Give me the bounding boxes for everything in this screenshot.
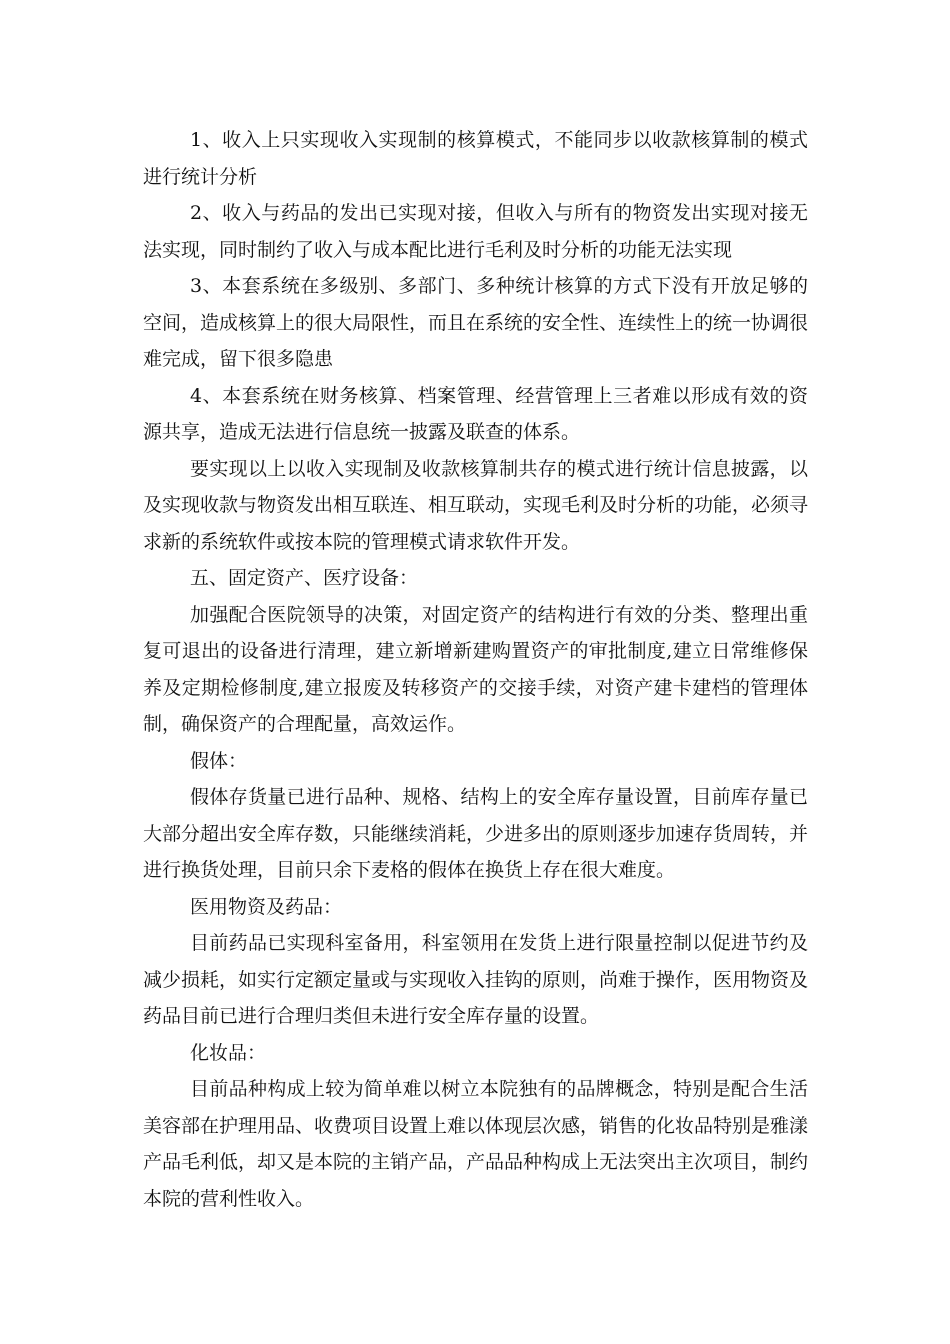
paragraph-system-limit-2: 2、收入与药品的发出已实现对接，但收入与所有的物资发出实现对接无法实现，同时制约了收入与成本配比进行毛利及时分析的功能无法实现 [143,202,808,261]
paragraph-cosmetics: 目前品种构成上较为简单难以树立本院独有的品牌概念，特别是配合生活美容部在护理用品、收费项目设置上难以体现层次感，销售的化妆品特别是雅漾产品毛利低，却又是本院的主销产品，产品品种构成上无法突出主次项目，制约本院的营利性收入。 [143,1078,809,1210]
paragraph-fixed-assets: 加强配合医院领导的决策，对固定资产的结构进行有效的分类、整理出重复可退出的设备进行清理，建立新增新建购置资产的审批制度,建立日常维修保养及定期检修制度,建立报废及转移资产的交接手续，对资产建卡建档的管理体制，确保资产的合理配量，高效运作。 [143,603,808,735]
paragraph-system-requirement: 要实现以上以收入实现制及收款核算制共存的模式进行统计信息披露，以及实现收款与物资发出相互联连、相互联动，实现毛利及时分析的功能，必须寻求新的系统软件或按本院的管理模式请求软件开发。 [143,457,809,553]
section-heading-fixed-assets: 五、固定资产、医疗设备： [190,567,419,589]
subheading-cosmetics: 化妆品： [190,1041,267,1064]
document-body [143,122,808,1217]
paragraph-prosthesis: 假体存货量已进行品种、规格、结构上的安全库存量设置，目前库存量已大部分超出安全库存数，只能继续消耗，少进多出的原则逐步加速存货周转，并进行换货处理，目前只余下麦格的假体在换货上存在很大难度。 [143,786,809,881]
paragraph-system-limit-4: 4、本套系统在财务核算、档案管理、经营管理上三者难以形成有效的资源共享，造成无法进行信息统一披露及联查的体系。 [143,384,808,443]
subheading-medical-supplies: 医用物资及药品： [190,895,343,918]
paragraph-system-limit-3: 3、本套系统在多级别、多部门、多种统计核算的方式下没有开放足够的空间，造成核算上的很大局限性，而且在系统的安全性、连续性上的统一协调很难完成，留下很多隐患 [143,275,809,370]
paragraph-system-limit-1: 1、收入上只实现收入实现制的核算模式，不能同步以收款核算制的模式进行统计分析 [143,129,808,188]
subheading-prosthesis: 假体： [190,749,248,772]
paragraph-medical-supplies: 目前药品已实现科室备用，科室领用在发货上进行限量控制以促进节约及减少损耗，如实行定额定量或与实现收入挂钩的原则，尚难于操作，医用物资及药品目前已进行合理归类但未进行安全库存量的设置。 [143,932,809,1027]
